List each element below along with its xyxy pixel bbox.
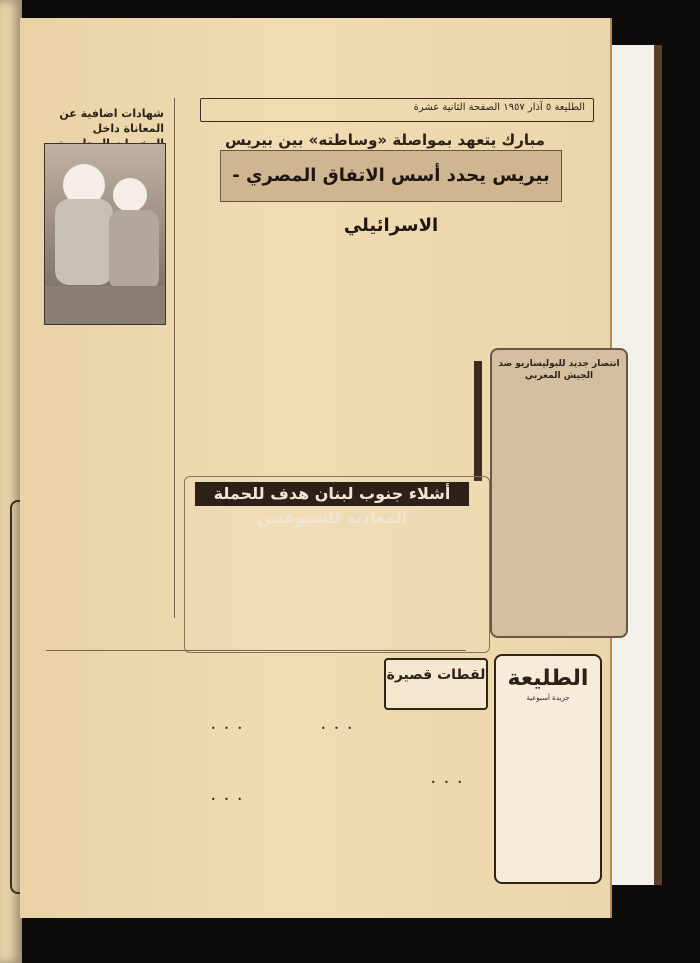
section-separator: • • • bbox=[320, 724, 356, 733]
feature-photo bbox=[44, 143, 166, 325]
left-feature-title: شهادات اضافية عن المعاناة داخل bbox=[59, 107, 164, 135]
lower-column-3 bbox=[266, 660, 366, 890]
sidebar-box bbox=[490, 348, 628, 638]
article-column-2 bbox=[288, 208, 380, 453]
article-column-4 bbox=[494, 208, 594, 343]
lower-column-4 bbox=[376, 714, 476, 890]
middle-headline-box bbox=[195, 482, 469, 527]
page-header-date: الطليعة ٥ آذار ١٩٥٧ الصفحة الثانية عشرة bbox=[413, 102, 585, 113]
masthead-box bbox=[494, 654, 602, 884]
masthead-details bbox=[504, 714, 592, 874]
section-separator: • • • bbox=[210, 795, 246, 804]
masthead-title: الطليعة bbox=[507, 666, 589, 691]
shorts-box bbox=[384, 658, 488, 710]
shorts-title: لقطات قصيرة bbox=[386, 667, 486, 683]
column-rule bbox=[174, 98, 175, 618]
lower-column-2 bbox=[156, 660, 256, 890]
lower-section-rule bbox=[46, 650, 466, 651]
headline-primary: مبارك يتعهد بمواصلة «وساطته» بين بيريس bbox=[225, 131, 545, 149]
sidebar-text bbox=[502, 388, 614, 626]
page-header-bar bbox=[200, 98, 594, 122]
masthead-subtitle: جريدة أسبوعية bbox=[526, 694, 570, 702]
newspaper-page bbox=[20, 18, 620, 918]
article-bracket bbox=[474, 361, 482, 481]
left-column-text bbox=[46, 330, 166, 640]
article-column-3 bbox=[392, 208, 484, 453]
headline-secondary-box bbox=[220, 150, 562, 236]
middle-article-text bbox=[196, 512, 474, 642]
section-separator: • • • bbox=[430, 778, 466, 787]
section-separator: • • • bbox=[210, 724, 246, 733]
lower-column-1 bbox=[46, 660, 146, 890]
sidebar-title: انتصار جديد للبوليساريو ضد الجيش المغربي bbox=[498, 359, 620, 381]
middle-headline: أشلاء جنوب لبنان هدف للحملة المعادية للشيوعيين bbox=[213, 484, 451, 527]
headline-secondary: بيريس يحدد أسس الاتفاق المصري - الاسرائيلي bbox=[232, 165, 550, 236]
article-column-1 bbox=[182, 208, 274, 453]
